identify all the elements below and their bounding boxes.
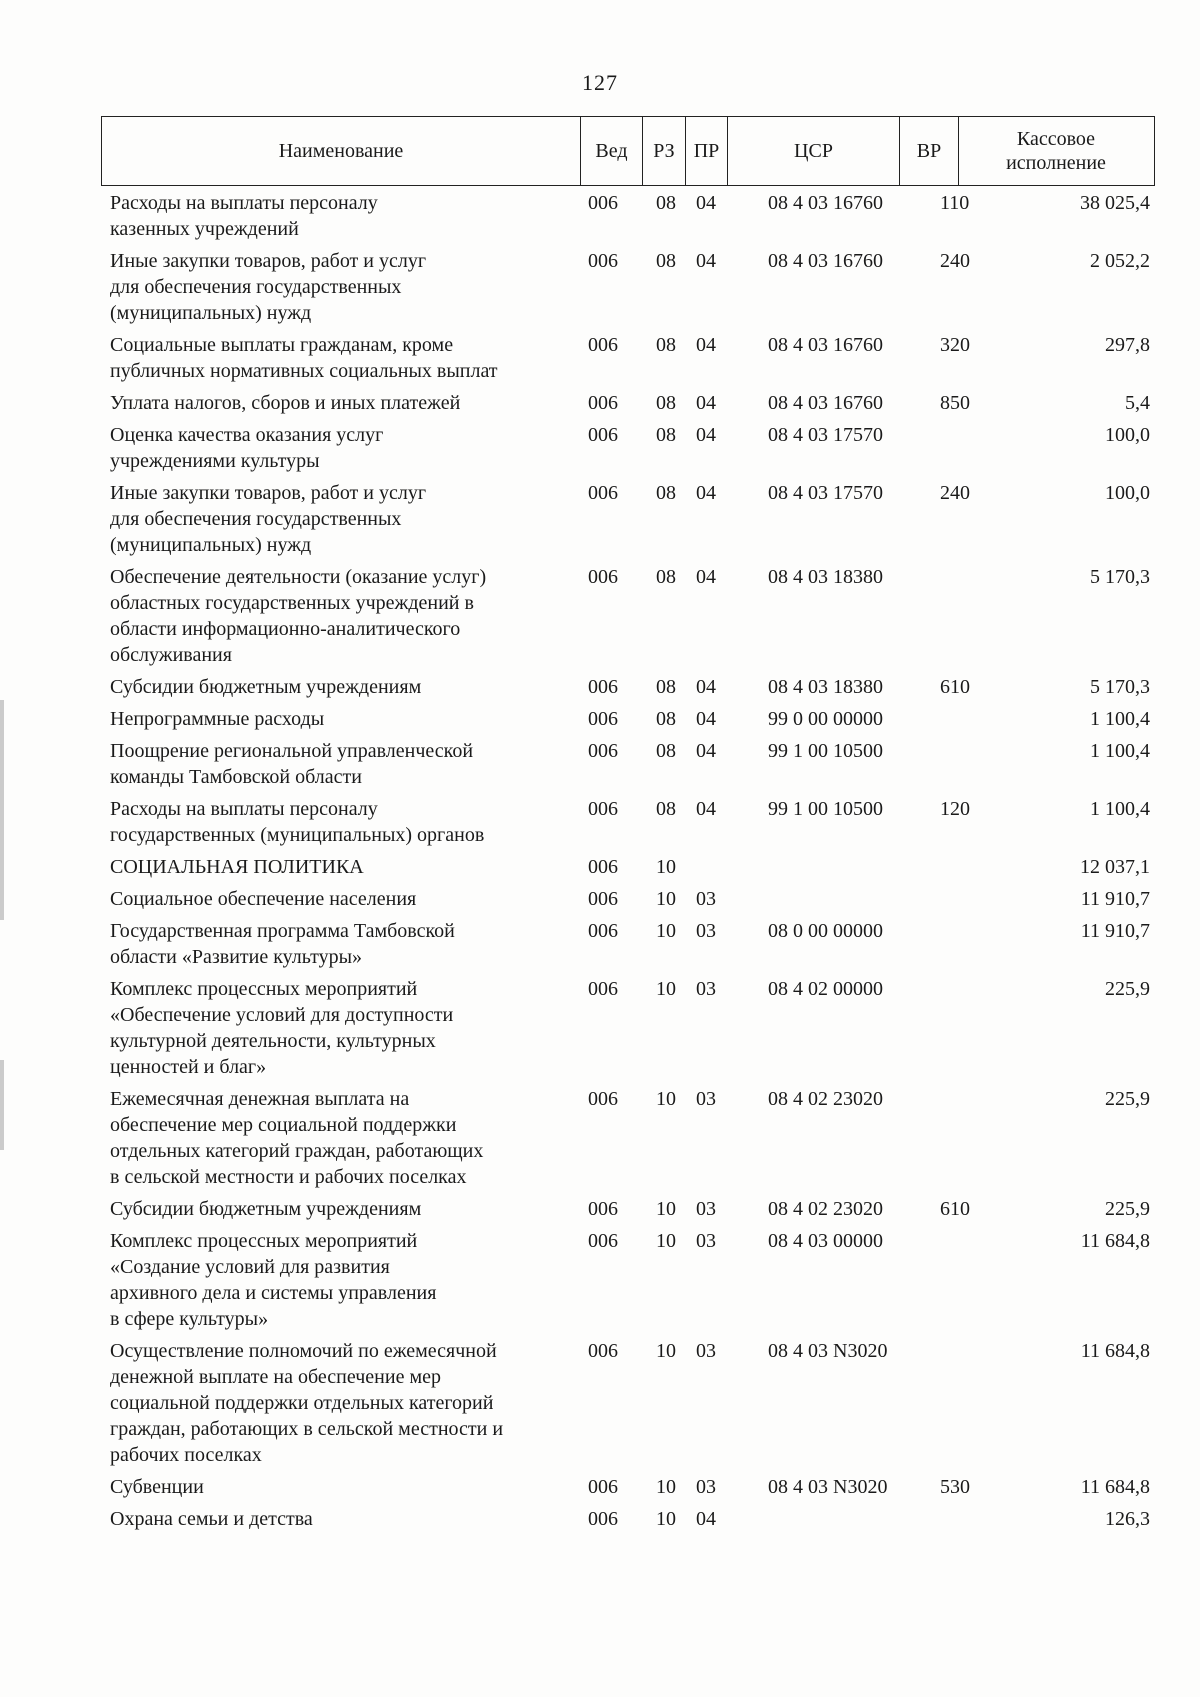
row-rz: 10	[656, 1198, 676, 1220]
row-vr: 240	[940, 250, 970, 272]
row-csr: 99 1 00 10500	[768, 798, 883, 820]
row-csr: 08 4 03 16760	[768, 192, 883, 214]
row-amount: 5 170,3	[1090, 676, 1150, 698]
row-ved: 006	[588, 856, 618, 878]
scan-artifact	[0, 1060, 4, 1150]
row-csr: 08 4 02 23020	[768, 1088, 883, 1110]
row-name: Ежемесячная денежная выплата на обеспечение мер социальной поддержки отдельных категорий граждан, работающих в сельской местности и рабочих поселках	[110, 1088, 484, 1188]
row-ved: 006	[588, 1198, 618, 1220]
row-name: Иные закупки товаров, работ и услуг для обеспечения государственных (муниципальных) нужд	[110, 482, 427, 556]
row-ved: 006	[588, 250, 618, 272]
row-rz: 10	[656, 856, 676, 878]
row-pr: 04	[696, 250, 716, 272]
row-rz: 10	[656, 1088, 676, 1110]
row-pr: 03	[696, 1340, 716, 1362]
row-rz: 08	[656, 482, 676, 504]
row-name: Уплата налогов, сборов и иных платежей	[110, 392, 461, 414]
row-pr: 03	[696, 888, 716, 910]
row-csr: 99 0 00 00000	[768, 708, 883, 730]
row-rz: 08	[656, 798, 676, 820]
row-name: Субвенции	[110, 1476, 204, 1498]
row-ved: 006	[588, 920, 618, 942]
row-name: Комплекс процессных мероприятий «Обеспечение условий для доступности культурной деятельности, культурных ценностей и благ»	[110, 978, 454, 1078]
row-name: Оценка качества оказания услуг учреждениями культуры	[110, 424, 384, 472]
row-rz: 10	[656, 920, 676, 942]
row-ved: 006	[588, 192, 618, 214]
row-amount: 100,0	[1105, 482, 1150, 504]
row-csr: 08 0 00 00000	[768, 920, 883, 942]
row-vr: 530	[940, 1476, 970, 1498]
row-amount: 100,0	[1105, 424, 1150, 446]
row-vr: 610	[940, 676, 970, 698]
table-row	[0, 1228, 1200, 1338]
row-ved: 006	[588, 1340, 618, 1362]
row-amount: 5,4	[1125, 392, 1150, 414]
row-amount: 2 052,2	[1090, 250, 1150, 272]
row-vr: 240	[940, 482, 970, 504]
row-csr: 08 4 03 16760	[768, 250, 883, 272]
row-amount: 225,9	[1105, 1088, 1150, 1110]
row-amount: 297,8	[1105, 334, 1150, 356]
row-pr: 04	[696, 334, 716, 356]
row-pr: 03	[696, 1230, 716, 1252]
row-name: СОЦИАЛЬНАЯ ПОЛИТИКА	[110, 856, 364, 878]
header-ved: Вед	[580, 117, 642, 185]
row-ved: 006	[588, 708, 618, 730]
page-number: 127	[582, 70, 618, 95]
row-pr: 04	[696, 392, 716, 414]
row-vr: 610	[940, 1198, 970, 1220]
table-row	[0, 1338, 1200, 1474]
row-amount: 1 100,4	[1090, 798, 1150, 820]
header-amount-line2: исполнение	[1006, 152, 1106, 174]
row-name: Расходы на выплаты персоналу казенных учреждений	[110, 192, 378, 240]
row-pr: 04	[696, 798, 716, 820]
row-ved: 006	[588, 392, 618, 414]
row-csr: 08 4 03 17570	[768, 424, 883, 446]
row-pr: 03	[696, 1088, 716, 1110]
row-name: Непрограммные расходы	[110, 708, 325, 730]
row-ved: 006	[588, 676, 618, 698]
row-pr: 03	[696, 920, 716, 942]
row-name: Расходы на выплаты персоналу государственных (муниципальных) органов	[110, 798, 485, 846]
table-row	[0, 1196, 1200, 1228]
row-amount: 1 100,4	[1090, 740, 1150, 762]
row-vr: 850	[940, 392, 970, 414]
header-pr: ПР	[685, 117, 727, 185]
header-amount-line1: Кассовое	[1016, 128, 1096, 150]
row-pr: 04	[696, 1508, 716, 1530]
row-name: Осуществление полномочий по ежемесячной денежной выплате на обеспечение мер социальной поддержки отдельных категорий граждан, работающих в сельской местности и рабочих поселках	[110, 1340, 504, 1466]
row-name: Комплекс процессных мероприятий «Создание условий для развития архивного дела и системы управления в сфере культуры»	[110, 1230, 437, 1330]
row-pr: 03	[696, 1198, 716, 1220]
row-csr: 08 4 02 00000	[768, 978, 883, 1000]
row-csr: 08 4 03 16760	[768, 392, 883, 414]
row-rz: 10	[656, 1340, 676, 1362]
row-amount: 126,3	[1105, 1508, 1150, 1530]
row-name: Социальное обеспечение населения	[110, 888, 417, 910]
row-csr: 08 4 03 N3020	[768, 1340, 888, 1362]
table-row	[0, 886, 1200, 918]
row-ved: 006	[588, 978, 618, 1000]
row-amount: 225,9	[1105, 978, 1150, 1000]
row-pr: 04	[696, 676, 716, 698]
row-csr: 08 4 03 16760	[768, 334, 883, 356]
row-rz: 10	[656, 1508, 676, 1530]
table-row	[0, 1474, 1200, 1506]
row-rz: 08	[656, 708, 676, 730]
row-rz: 08	[656, 566, 676, 588]
table-row	[0, 422, 1200, 480]
row-vr: 110	[940, 192, 970, 214]
row-rz: 08	[656, 392, 676, 414]
header-rz: РЗ	[642, 117, 685, 185]
row-name: Обеспечение деятельности (оказание услуг) областных государственных учреждений в области информационно-аналитического обслуживания	[110, 566, 487, 666]
row-rz: 08	[656, 740, 676, 762]
row-ved: 006	[588, 424, 618, 446]
table-row	[0, 976, 1200, 1086]
row-ved: 006	[588, 740, 618, 762]
row-amount: 38 025,4	[1080, 192, 1150, 214]
header-amount	[958, 117, 1153, 185]
row-vr: 320	[940, 334, 970, 356]
table-row	[0, 390, 1200, 422]
row-rz: 10	[656, 978, 676, 1000]
row-pr: 04	[696, 740, 716, 762]
row-amount: 12 037,1	[1080, 856, 1150, 878]
row-csr: 99 1 00 10500	[768, 740, 883, 762]
header-vr: ВР	[899, 117, 958, 185]
row-csr: 08 4 03 17570	[768, 482, 883, 504]
row-pr: 03	[696, 978, 716, 1000]
row-name: Поощрение региональной управленческой команды Тамбовской области	[110, 740, 474, 788]
row-csr: 08 4 03 N3020	[768, 1476, 888, 1498]
row-ved: 006	[588, 798, 618, 820]
header-csr: ЦСР	[727, 117, 899, 185]
row-ved: 006	[588, 482, 618, 504]
table-row	[0, 796, 1200, 854]
table-row	[0, 854, 1200, 886]
row-amount: 11 910,7	[1080, 920, 1150, 942]
row-name: Иные закупки товаров, работ и услуг для обеспечения государственных (муниципальных) нужд	[110, 250, 427, 324]
row-name: Охрана семьи и детства	[110, 1508, 313, 1530]
row-rz: 08	[656, 334, 676, 356]
row-pr: 04	[696, 424, 716, 446]
row-amount: 11 684,8	[1080, 1230, 1150, 1252]
row-ved: 006	[588, 1088, 618, 1110]
row-rz: 08	[656, 250, 676, 272]
row-amount: 11 684,8	[1080, 1340, 1150, 1362]
row-name: Государственная программа Тамбовской области «Развитие культуры»	[110, 920, 455, 968]
table-row	[0, 674, 1200, 706]
row-ved: 006	[588, 1230, 618, 1252]
row-pr: 04	[696, 192, 716, 214]
row-rz: 08	[656, 424, 676, 446]
row-ved: 006	[588, 334, 618, 356]
table-row	[0, 332, 1200, 390]
table-row	[0, 480, 1200, 564]
row-rz: 10	[656, 1230, 676, 1252]
row-csr: 08 4 03 00000	[768, 1230, 883, 1252]
row-name: Субсидии бюджетным учреждениям	[110, 676, 422, 698]
table-row	[0, 706, 1200, 738]
row-ved: 006	[588, 566, 618, 588]
scan-artifact	[0, 700, 4, 920]
row-ved: 006	[588, 1508, 618, 1530]
row-pr: 04	[696, 482, 716, 504]
table-row	[0, 190, 1200, 248]
table-row	[0, 248, 1200, 332]
row-amount: 225,9	[1105, 1198, 1150, 1220]
row-amount: 5 170,3	[1090, 566, 1150, 588]
row-csr: 08 4 02 23020	[768, 1198, 883, 1220]
table-row	[0, 1086, 1200, 1196]
row-rz: 08	[656, 192, 676, 214]
row-name: Социальные выплаты гражданам, кроме публичных нормативных социальных выплат	[110, 334, 498, 382]
table-header	[101, 116, 1155, 186]
row-ved: 006	[588, 888, 618, 910]
row-amount: 1 100,4	[1090, 708, 1150, 730]
header-name: Наименование	[278, 140, 404, 162]
row-amount: 11 910,7	[1080, 888, 1150, 910]
table-row	[0, 1506, 1200, 1538]
row-csr: 08 4 03 18380	[768, 566, 883, 588]
row-vr: 120	[940, 798, 970, 820]
row-pr: 03	[696, 1476, 716, 1498]
row-rz: 10	[656, 888, 676, 910]
row-amount: 11 684,8	[1080, 1476, 1150, 1498]
row-rz: 08	[656, 676, 676, 698]
row-name: Субсидии бюджетным учреждениям	[110, 1198, 422, 1220]
table-row	[0, 918, 1200, 976]
table-body	[0, 190, 1200, 1538]
row-pr: 04	[696, 708, 716, 730]
row-ved: 006	[588, 1476, 618, 1498]
row-rz: 10	[656, 1476, 676, 1498]
table-row	[0, 738, 1200, 796]
row-pr: 04	[696, 566, 716, 588]
row-csr: 08 4 03 18380	[768, 676, 883, 698]
table-row	[0, 564, 1200, 674]
